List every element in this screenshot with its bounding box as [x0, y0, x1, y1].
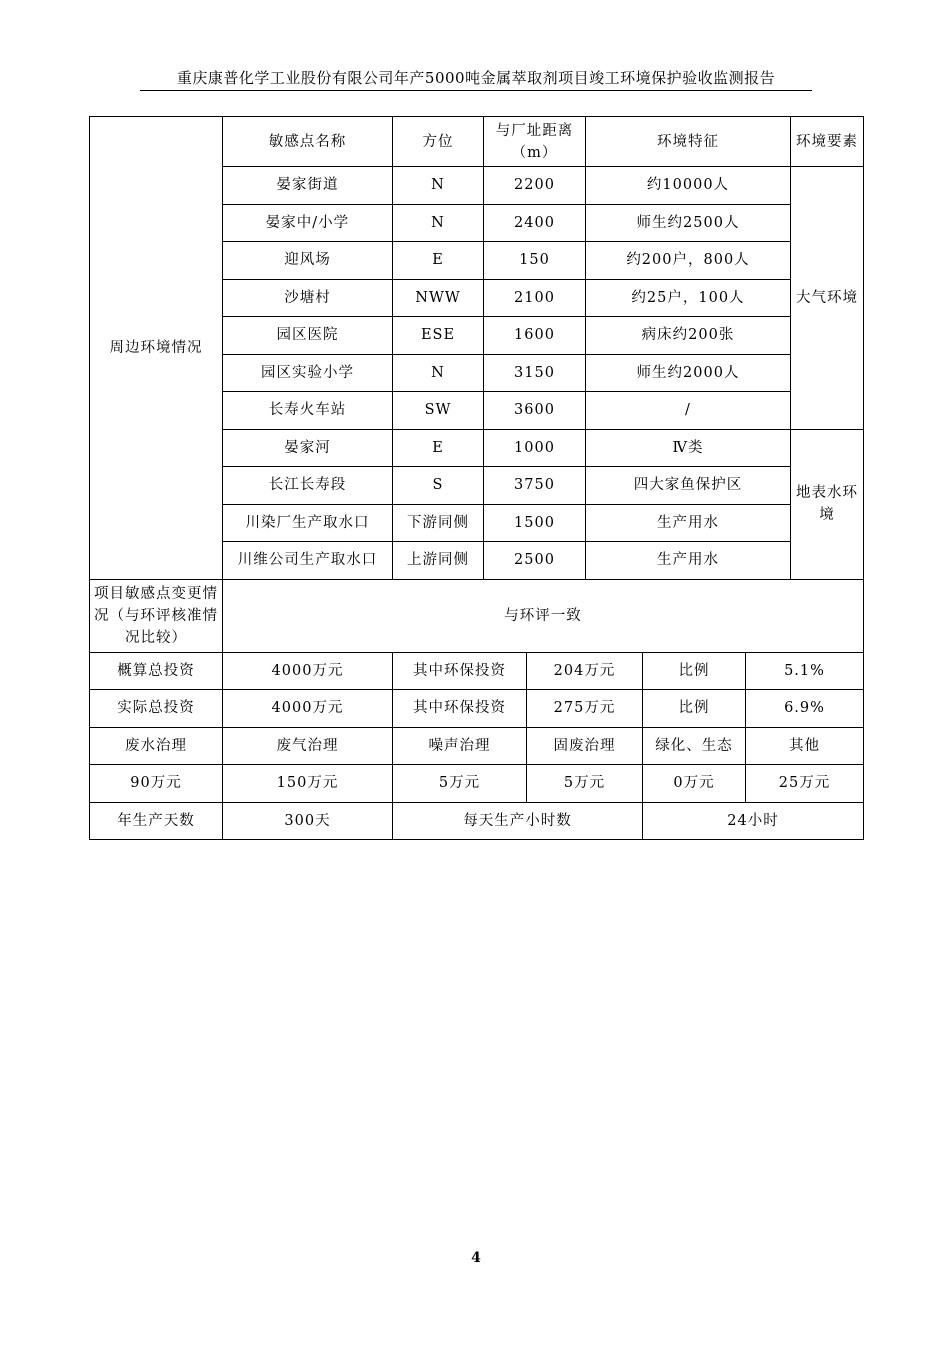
header-rule — [140, 90, 812, 91]
change-label: 项目敏感点变更情况（与环评核准情况比较） — [90, 579, 223, 652]
col-header-element: 环境要素 — [791, 117, 864, 167]
site-name: 园区医院 — [223, 317, 393, 355]
budget-ratio-value: 5.1% — [746, 652, 864, 690]
site-direction: NWW — [393, 279, 484, 317]
site-direction: 下游同侧 — [393, 504, 484, 542]
element-air: 大气环境 — [791, 167, 864, 430]
site-name: 长寿火车站 — [223, 392, 393, 430]
production-hours-value: 24小时 — [643, 802, 864, 840]
surroundings-label: 周边环境情况 — [90, 117, 223, 580]
col-header-feature: 环境特征 — [586, 117, 791, 167]
site-direction: E — [393, 242, 484, 280]
table-header-row — [90, 117, 864, 167]
site-feature: 四大家鱼保护区 — [586, 467, 791, 505]
site-feature: 约10000人 — [586, 167, 791, 205]
site-feature: 约25户，100人 — [586, 279, 791, 317]
site-distance: 3600 — [484, 392, 586, 430]
site-distance: 1500 — [484, 504, 586, 542]
treatment-header-row — [90, 727, 864, 765]
site-name: 川维公司生产取水口 — [223, 542, 393, 580]
treatment-header-other: 其他 — [746, 727, 864, 765]
col-header-distance: 与厂址距离（m） — [484, 117, 586, 167]
report-table — [89, 116, 864, 840]
element-surface-water: 地表水环境 — [791, 429, 864, 579]
site-direction: N — [393, 204, 484, 242]
site-distance: 3750 — [484, 467, 586, 505]
site-feature: 生产用水 — [586, 542, 791, 580]
col-header-direction: 方位 — [393, 117, 484, 167]
treatment-header-solid: 固废治理 — [527, 727, 643, 765]
treatment-value-other: 25万元 — [746, 765, 864, 803]
page-number: 4 — [471, 1250, 481, 1266]
treatment-header-greening: 绿化、生态 — [643, 727, 746, 765]
report-header-title: 重庆康普化学工业股份有限公司年产5000吨金属萃取剂项目竣工环境保护验收监测报告 — [176, 69, 776, 87]
table-body — [90, 117, 864, 840]
site-feature: 病床约200张 — [586, 317, 791, 355]
production-days-label: 年生产天数 — [90, 802, 223, 840]
site-distance: 2100 — [484, 279, 586, 317]
actual-label: 实际总投资 — [90, 690, 223, 728]
budget-env-value: 204万元 — [527, 652, 643, 690]
site-direction: E — [393, 429, 484, 467]
treatment-value-noise: 5万元 — [393, 765, 527, 803]
site-feature: 约200户，800人 — [586, 242, 791, 280]
treatment-value-wastegas: 150万元 — [223, 765, 393, 803]
actual-env-label: 其中环保投资 — [393, 690, 527, 728]
site-name: 晏家河 — [223, 429, 393, 467]
budget-env-label: 其中环保投资 — [393, 652, 527, 690]
site-distance: 1600 — [484, 317, 586, 355]
site-name: 川染厂生产取水口 — [223, 504, 393, 542]
site-name: 沙塘村 — [223, 279, 393, 317]
site-name: 晏家街道 — [223, 167, 393, 205]
site-feature: 师生约2500人 — [586, 204, 791, 242]
site-distance: 1000 — [484, 429, 586, 467]
site-distance: 2400 — [484, 204, 586, 242]
treatment-value-wastewater: 90万元 — [90, 765, 223, 803]
actual-value: 4000万元 — [223, 690, 393, 728]
actual-investment-row — [90, 690, 864, 728]
budget-investment-row — [90, 652, 864, 690]
actual-env-value: 275万元 — [527, 690, 643, 728]
site-name: 园区实验小学 — [223, 354, 393, 392]
treatment-header-wastewater: 废水治理 — [90, 727, 223, 765]
site-feature: 师生约2000人 — [586, 354, 791, 392]
actual-ratio-label: 比例 — [643, 690, 746, 728]
budget-value: 4000万元 — [223, 652, 393, 690]
site-feature: / — [586, 392, 791, 430]
site-distance: 150 — [484, 242, 586, 280]
site-direction: 上游同侧 — [393, 542, 484, 580]
site-distance: 3150 — [484, 354, 586, 392]
budget-label: 概算总投资 — [90, 652, 223, 690]
treatment-value-solid: 5万元 — [527, 765, 643, 803]
site-direction: S — [393, 467, 484, 505]
production-days-value: 300天 — [223, 802, 393, 840]
site-name: 长江长寿段 — [223, 467, 393, 505]
site-direction: SW — [393, 392, 484, 430]
treatment-value-greening: 0万元 — [643, 765, 746, 803]
site-feature: Ⅳ类 — [586, 429, 791, 467]
change-row — [90, 579, 864, 652]
treatment-header-wastegas: 废气治理 — [223, 727, 393, 765]
site-direction: ESE — [393, 317, 484, 355]
site-direction: N — [393, 167, 484, 205]
actual-ratio-value: 6.9% — [746, 690, 864, 728]
production-hours-label: 每天生产小时数 — [393, 802, 643, 840]
site-name: 迎风场 — [223, 242, 393, 280]
budget-ratio-label: 比例 — [643, 652, 746, 690]
site-direction: N — [393, 354, 484, 392]
change-value: 与环评一致 — [223, 579, 864, 652]
site-feature: 生产用水 — [586, 504, 791, 542]
treatment-header-noise: 噪声治理 — [393, 727, 527, 765]
site-distance: 2200 — [484, 167, 586, 205]
production-row — [90, 802, 864, 840]
site-name: 晏家中/小学 — [223, 204, 393, 242]
col-header-name: 敏感点名称 — [223, 117, 393, 167]
treatment-value-row — [90, 765, 864, 803]
site-distance: 2500 — [484, 542, 586, 580]
